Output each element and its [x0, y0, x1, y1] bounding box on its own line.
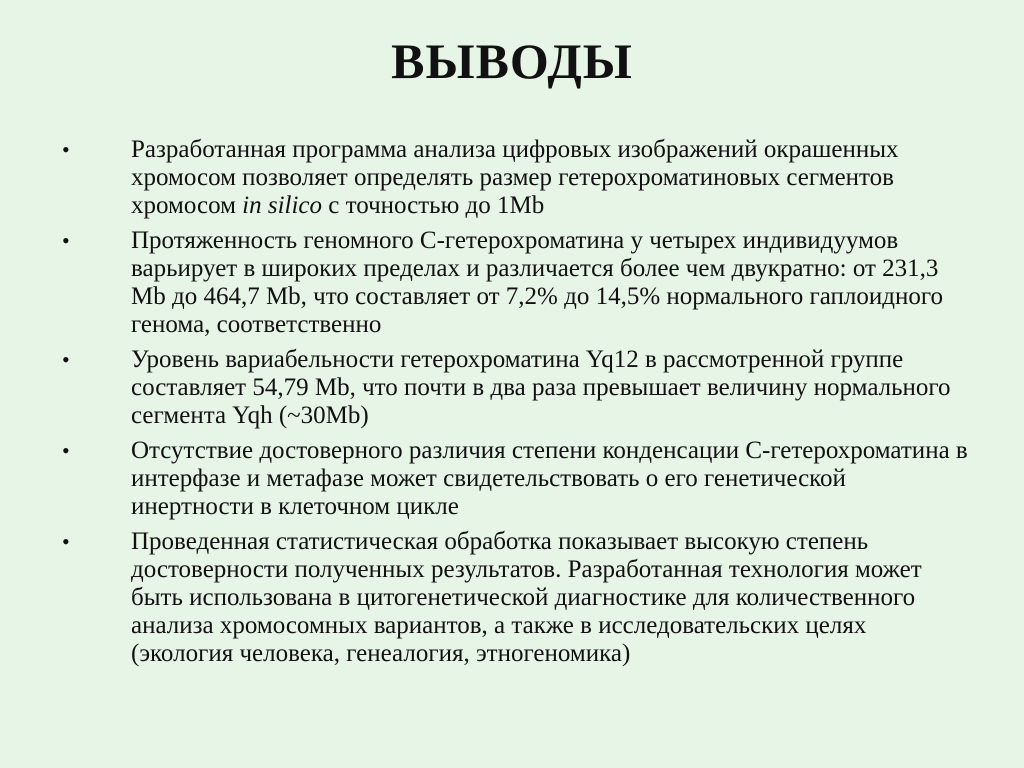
- bullet-item: [0, 227, 1024, 339]
- bullet-icon: •: [62, 438, 70, 463]
- bullet-icon: •: [62, 228, 70, 253]
- bullet-item: [0, 346, 1024, 430]
- bullet-text: Проведенная статистическая обработка показывает высокую степень достоверности полученных результатов. Разработанная технология может быть использована в цитогенетической диагностике для количественного анализа хромосомных вариантов, а также в исследовательских целях (экология человека, генеалогия, этногеномика): [131, 528, 922, 667]
- bullet-item: [0, 437, 1024, 521]
- bullet-item: [0, 528, 1024, 668]
- bullet-item: [0, 136, 1024, 220]
- slide-title: ВЫВОДЫ: [391, 33, 633, 89]
- bullet-text: Уровень вариабельности гетерохроматина Yq12 в рассмотренной группе составляет 54,79 Mb, что почти в два раза превышает величину нормального сегмента Yqh (~30Mb): [131, 346, 951, 429]
- bullet-text: Отсутствие достоверного различия степени конденсации С-гетерохроматина в интерфазе и метафазе может свидетельствовать о его генетической инертности в клеточном цикле: [131, 437, 968, 520]
- bullet-text-part: Разработанная программа анализа цифровых изображений окрашенных хромосом позволяет определять размер гетерохроматиновых сегментов хромосом: [131, 136, 899, 219]
- bullet-text: [131, 136, 971, 220]
- bullet-icon: •: [62, 529, 70, 554]
- bullet-text-part: с точностью до 1Mb: [322, 192, 545, 219]
- bullet-text: Протяженность геномного С-гетерохроматина у четырех индивидуумов варьирует в широких пределах и различается более чем двукратно: от 231,3 Mb до 464,7 Mb, что составляет от 7,2% до 14,5% нормального гаплоидного генома, соответственно: [131, 227, 944, 338]
- bullet-icon: •: [62, 137, 70, 162]
- bullet-icon: •: [62, 347, 70, 372]
- conclusions-list: [0, 136, 1024, 675]
- bullet-text-italic: in silico: [242, 192, 323, 219]
